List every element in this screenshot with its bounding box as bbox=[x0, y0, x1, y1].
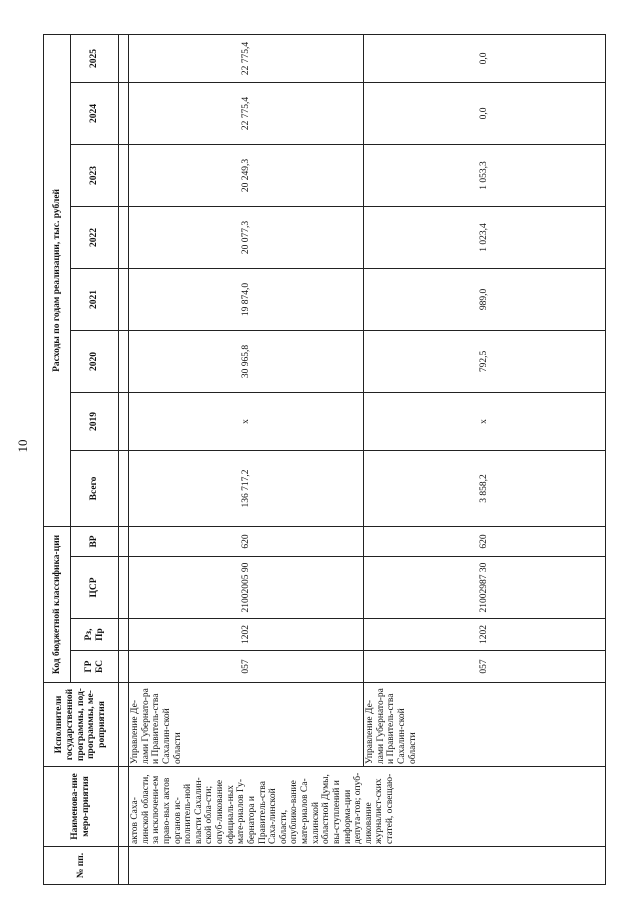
spacer-cell bbox=[119, 268, 129, 330]
value-2019-cell: x bbox=[129, 392, 364, 450]
header-expenses: Расходы по годам реализации, тыс. рублей bbox=[44, 34, 71, 526]
table-row bbox=[364, 34, 606, 884]
spacer-cell bbox=[119, 619, 129, 651]
header-grbs: ГР БС bbox=[71, 651, 119, 683]
value-2023-cell: 20 249,3 bbox=[129, 144, 364, 206]
header-executor: Исполнители государственной программы, под-программы, ме-роприятия bbox=[44, 683, 119, 767]
spacer-cell bbox=[119, 767, 129, 847]
header-no: № пп. bbox=[44, 847, 119, 885]
spacer-cell bbox=[119, 144, 129, 206]
value-2025-cell: 0,0 bbox=[364, 34, 606, 82]
header-year-2021: 2021 bbox=[71, 268, 119, 330]
executor-cell: Управление Де-лами Губернато-ра и Правитель-ства Сахалин-ской области bbox=[364, 683, 606, 767]
header-name: Наименова-ние меро-приятия bbox=[44, 767, 119, 847]
csr-cell: 21002987 30 bbox=[364, 557, 606, 619]
row-number-cell bbox=[129, 847, 606, 885]
header-year-2019: 2019 bbox=[71, 392, 119, 450]
table-row bbox=[129, 34, 364, 884]
value-2022-cell: 20 077,3 bbox=[129, 206, 364, 268]
value-2020-cell: 30 965,8 bbox=[129, 330, 364, 392]
grbs-cell: 057 bbox=[364, 651, 606, 683]
header-year-2024: 2024 bbox=[71, 82, 119, 144]
value-2025-cell: 22 775,4 bbox=[129, 34, 364, 82]
rotated-table-container bbox=[43, 35, 605, 885]
header-year-2025: 2025 bbox=[71, 34, 119, 82]
total-cell: 136 717,2 bbox=[129, 450, 364, 526]
header-csr: ЦСР bbox=[71, 557, 119, 619]
value-2024-cell: 22 775,4 bbox=[129, 82, 364, 144]
vr-cell: 620 bbox=[129, 526, 364, 556]
value-2021-cell: 989,0 bbox=[364, 268, 606, 330]
header-vr: ВР bbox=[71, 526, 119, 556]
rzpr-cell: 1202 bbox=[364, 619, 606, 651]
executor-cell: Управление Де-лами Губернато-ра и Правитель-ства Сахалин-ской области bbox=[129, 683, 364, 767]
value-2024-cell: 0,0 bbox=[364, 82, 606, 144]
spacer-cell bbox=[119, 450, 129, 526]
grbs-cell: 057 bbox=[129, 651, 364, 683]
vr-cell: 620 bbox=[364, 526, 606, 556]
spacer-cell bbox=[119, 557, 129, 619]
spacer-cell bbox=[119, 330, 129, 392]
header-budget-code: Код бюджетной классифика-ции bbox=[44, 526, 71, 682]
csr-cell: 21002005 90 bbox=[129, 557, 364, 619]
value-2021-cell: 19 874,0 bbox=[129, 268, 364, 330]
page-number: 10 bbox=[15, 439, 30, 453]
activity-name-cell: актов Саха-линской области, за исключени-ем право-вых актов органов ис-полнитель-ной власти Сахалин-ской обла-сти; опуб-ликование официаль-ных мате-риалов Гу-бернатора и Правитель-ства Саха-линской области, опублико-вание мате-риалов Са-халинской областной Думы, вы-ступлений и информа-ции депута-тов; опуб-ликование журналист-ских статей, освещаю- bbox=[129, 767, 606, 847]
spacer-cell bbox=[119, 206, 129, 268]
rzpr-cell: 1202 bbox=[129, 619, 364, 651]
value-2022-cell: 1 023,4 bbox=[364, 206, 606, 268]
value-2023-cell: 1 053,3 bbox=[364, 144, 606, 206]
spacer-cell bbox=[119, 683, 129, 767]
spacer-cell bbox=[119, 392, 129, 450]
spacer-cell bbox=[119, 34, 129, 82]
header-rzpr: Рз, Пр bbox=[71, 619, 119, 651]
header-total: Всего bbox=[71, 450, 119, 526]
header-year-2023: 2023 bbox=[71, 144, 119, 206]
total-cell: 3 858,2 bbox=[364, 450, 606, 526]
spacer-cell bbox=[119, 847, 129, 885]
value-2019-cell: x bbox=[364, 392, 606, 450]
header-year-2020: 2020 bbox=[71, 330, 119, 392]
budget-table bbox=[43, 34, 606, 885]
value-2020-cell: 792,5 bbox=[364, 330, 606, 392]
spacer-cell bbox=[119, 651, 129, 683]
header-year-2022: 2022 bbox=[71, 206, 119, 268]
spacer-cell bbox=[119, 82, 129, 144]
spacer-cell bbox=[119, 526, 129, 556]
